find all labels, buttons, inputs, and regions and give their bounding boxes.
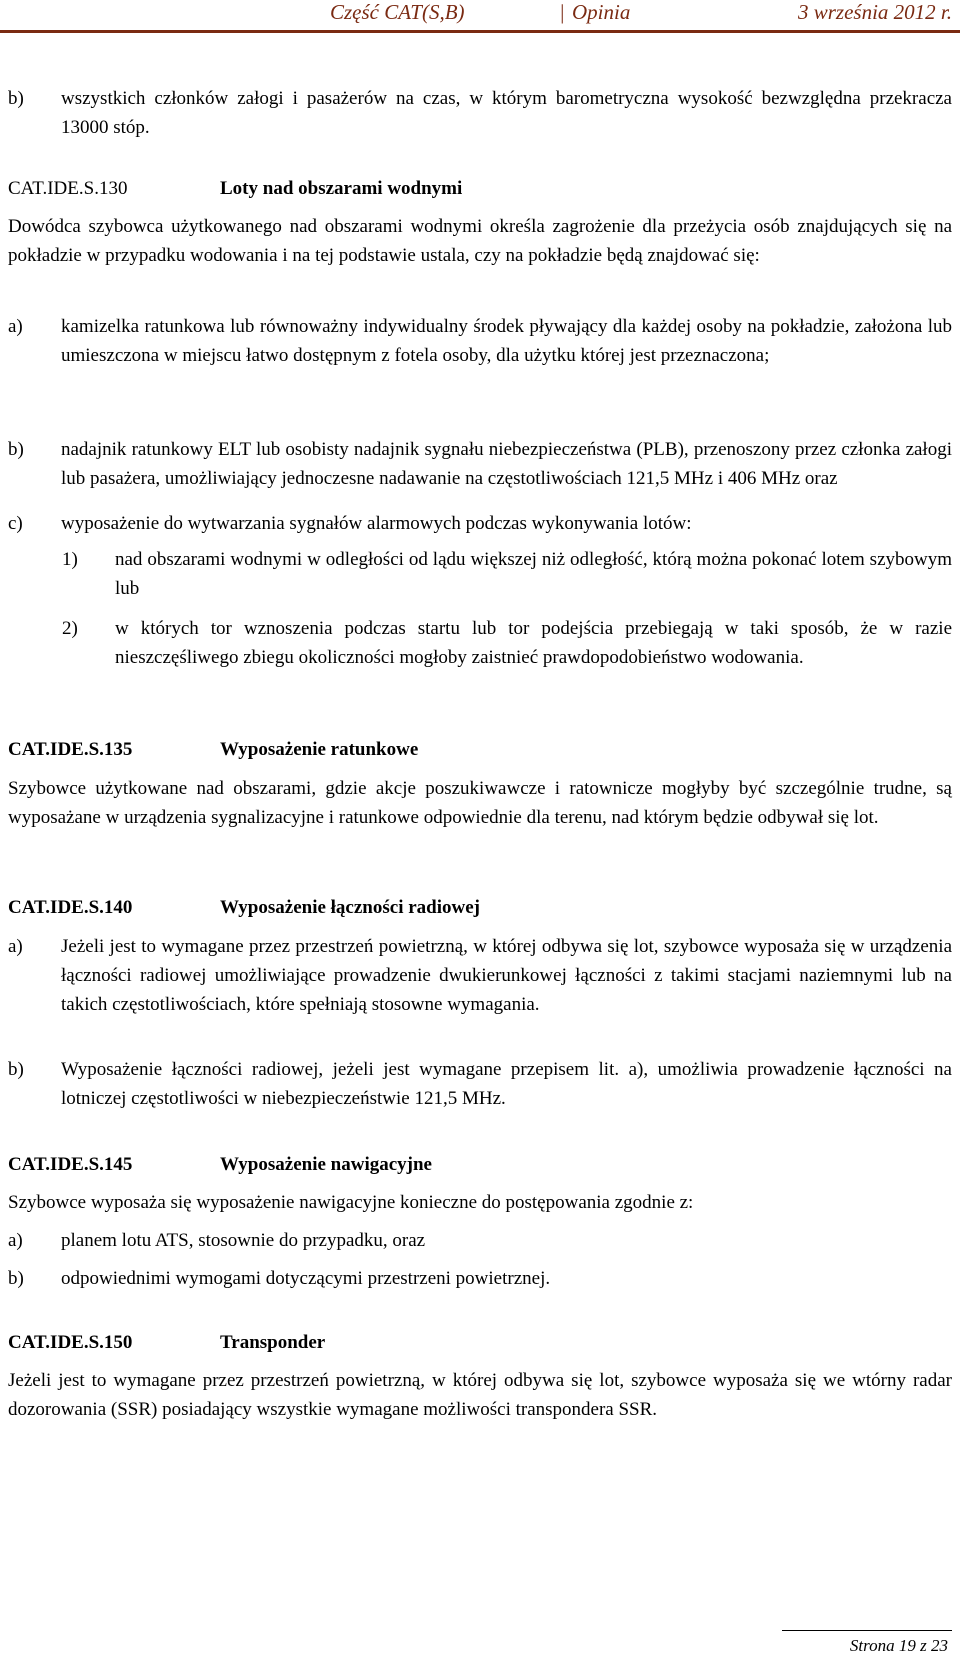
list-item-text: odpowiednimi wymogami dotyczącymi przestrzeni powietrznej. bbox=[61, 1268, 551, 1289]
section-title: Wyposażenie nawigacyjne bbox=[220, 1154, 432, 1175]
sub-list-item-label: 1) bbox=[62, 549, 78, 570]
list-item-label: b) bbox=[8, 1268, 24, 1289]
list-item-text: wszystkich członków załogi i pasażerów na czas, w którym barometryczna wysokość bezwzględna przekracza 13000 stóp. bbox=[61, 88, 952, 138]
list-item-label: b) bbox=[8, 439, 24, 460]
paragraph: Dowódca szybowca użytkowanego nad obszarami wodnymi określa zagrożenie dla przeżycia osób znajdujących się na pokładzie w przypadku wodowania i na tej podstawie ustala, czy na pokładzie będą znajdować się: bbox=[8, 216, 952, 266]
header-opinion: Opinia bbox=[572, 0, 631, 24]
section-title: Wyposażenie ratunkowe bbox=[220, 739, 419, 760]
section-code: CAT.IDE.S.145 bbox=[8, 1154, 133, 1175]
paragraph: Szybowce wyposaża się wyposażenie nawigacyjne konieczne do postępowania zgodnie z: bbox=[8, 1192, 694, 1213]
list-item-text: kamizelka ratunkowa lub równoważny indywidualny środek pływający dla każdej osoby na pokładzie, założona lub umieszczona w miejscu łatwo dostępnym z fotela osoby, dla użytku której jest przeznaczona; bbox=[61, 316, 952, 366]
list-item bbox=[8, 84, 952, 142]
section-code: CAT.IDE.S.130 bbox=[8, 178, 128, 199]
list-item-text: wyposażenie do wytwarzania sygnałów alarmowych podczas wykonywania lotów: bbox=[61, 513, 692, 534]
section-code: CAT.IDE.S.135 bbox=[8, 739, 133, 760]
footer-rule bbox=[782, 1630, 952, 1631]
list-item-text: Wyposażenie łączności radiowej, jeżeli jest wymagane przepisem lit. a), umożliwia prowadzenie łączności na lotniczej częstotliwości w niebezpieczeństwie 121,5 MHz. bbox=[61, 1059, 952, 1109]
header-rule bbox=[0, 30, 960, 33]
paragraph: Jeżeli jest to wymagane przez przestrzeń powietrzną, w której odbywa się lot, szybowce wyposaża się we wtórny radar dozorowania (SSR) posiadający wszystkie wymagane możliwości transpondera SSR. bbox=[8, 1370, 952, 1420]
paragraph: Szybowce użytkowane nad obszarami, gdzie akcje poszukiwawcze i ratownicze mogłyby być szczególnie trudne, są wyposażane w urządzenia sygnalizacyjne i ratunkowe odpowiednie dla terenu, nad którym będzie odbywał się lot. bbox=[8, 778, 952, 828]
sub-list-item-text: nad obszarami wodnymi w odległości od lądu większej niż odległość, którą można pokonać lotem szybowym lub bbox=[115, 549, 952, 599]
list-item-label: b) bbox=[8, 1059, 24, 1080]
header-separator: | bbox=[559, 0, 565, 24]
section-title: Transponder bbox=[220, 1332, 326, 1353]
header-date: 3 września 2012 r. bbox=[797, 0, 952, 24]
list-item-label: a) bbox=[8, 316, 23, 337]
list-item-text: Jeżeli jest to wymagane przez przestrzeń powietrzną, w której odbywa się lot, szybowce wyposaża się w urządzenia łączności radiowej umożliwiające prowadzenie dwukierunkowej łączności z takimi stacjami naziemnymi lub na takich częstotliwościach, które spełniają stosowne wymagania. bbox=[61, 936, 952, 1015]
section-title: Loty nad obszarami wodnymi bbox=[220, 178, 463, 199]
header-part: Część CAT(S,B) bbox=[330, 0, 465, 24]
section-title: Wyposażenie łączności radiowej bbox=[220, 897, 480, 918]
sub-list-item-label: 2) bbox=[62, 618, 78, 639]
list-item-label: b) bbox=[8, 88, 24, 109]
section-code: CAT.IDE.S.150 bbox=[8, 1332, 133, 1353]
list-item-label: c) bbox=[8, 513, 23, 534]
list-item-text: planem lotu ATS, stosownie do przypadku, oraz bbox=[61, 1230, 426, 1251]
list-item-label: a) bbox=[8, 1230, 23, 1251]
page-header bbox=[330, 0, 952, 26]
list-item-label: a) bbox=[8, 936, 23, 957]
page-number: Strona 19 z 23 bbox=[849, 1636, 948, 1655]
sub-list-item-text: w których tor wznoszenia podczas startu lub tor podejścia przebiegają w taki sposób, że w razie nieszczęśliwego zbiegu okoliczności mogłoby zaistnieć prawdopodobieństwo wodowania. bbox=[115, 618, 952, 668]
section-code: CAT.IDE.S.140 bbox=[8, 897, 133, 918]
list-item-text: nadajnik ratunkowy ELT lub osobisty nadajnik sygnału niebezpieczeństwa (PLB), przenoszony przez członka załogi lub pasażera, umożliwiający jednoczesne nadawanie na częstotliwościach 121,5 MHz i 406 MHz oraz bbox=[61, 439, 952, 489]
